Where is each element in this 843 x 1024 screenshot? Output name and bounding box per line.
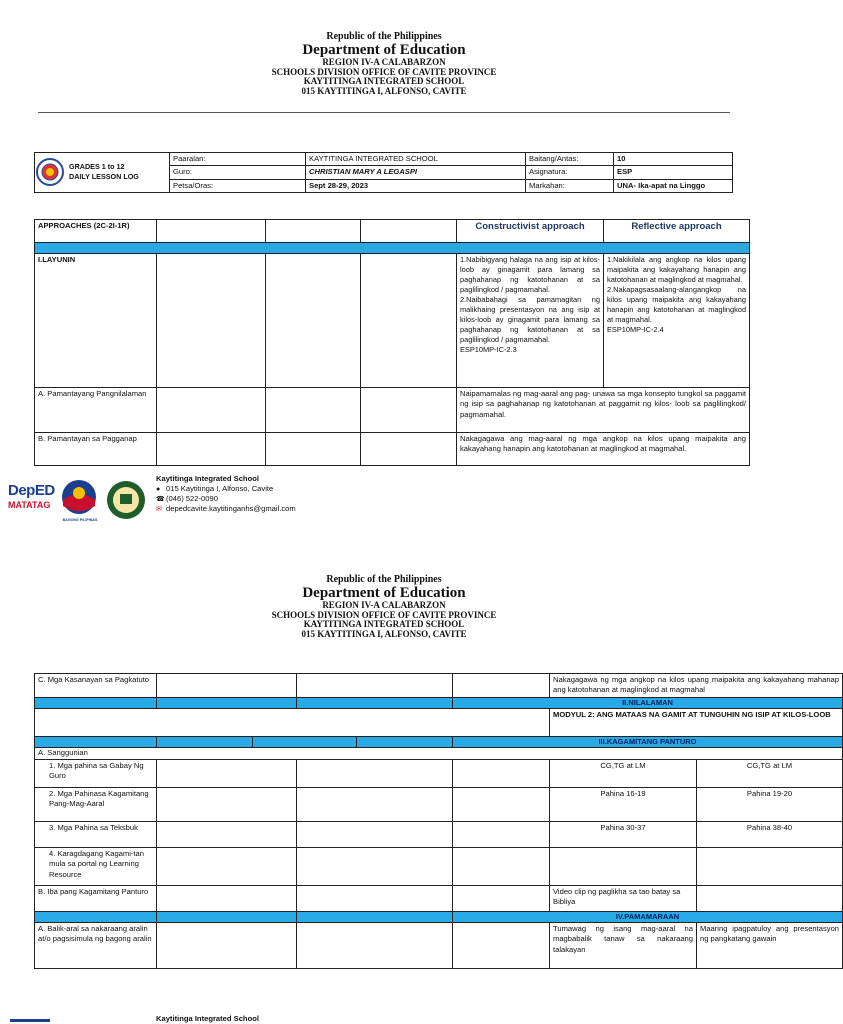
teksbuk-constructivist: Pahina 30-37	[550, 822, 697, 848]
republic-line-2: Republic of the Philippines	[326, 574, 442, 585]
nilalaman-band	[35, 697, 843, 708]
division-line-2: SCHOOLS DIVISION OFFICE OF CAVITE PROVINCE	[271, 609, 497, 620]
footer-phone: (046) 522-0090	[166, 493, 218, 503]
log-title-1: GRADES 1 to 12	[69, 162, 125, 172]
info-table	[34, 152, 733, 193]
baitang-label: Baitang/Antas:	[526, 153, 614, 166]
pamamaraan-header: IV.PAMAMARAAN	[453, 912, 843, 923]
kagamitang-mag-aaral-label: 2. Mga Pahinasa Kagamitang Pang-Mag-Aaral	[35, 788, 157, 822]
phone-icon: ☎	[156, 495, 165, 503]
location-icon: ●	[156, 485, 161, 493]
layunin-reflective: 1.Nakikilala ang angkop na kilos upang maipakita ang kakayahang hanapin ang katotohanan at maglingkod at magmahal. 2.Nakapagsasaalang-alangangkop na kilos upang maipakita ang kakayahang hanapin ang katotohanan at maglingkod at magmahal. ESP10MP-IC-2.4	[604, 254, 750, 388]
nilalaman-header: II.NILALAMAN	[453, 697, 843, 708]
pamantayang-text: Naipamamalas ng mag-aaral ang pag- unawa sa mga konsepto tungkol sa paggamit ng isip sa paghahanap ng katotohanan at paggamit ng kilos- loob sa paglilingkod/ pagmamahal.	[457, 388, 750, 433]
markahan-value: UNA- Ika-apat na Linggo	[614, 179, 733, 192]
pagganap-text: Nakagagawa ang mag-aaral ng mga angkop na kilos upang maipakita ang kakayahang hanapin ang katotohanan at maglingkod at magmahal.	[457, 433, 750, 466]
pamamaraan-band	[35, 912, 843, 923]
bagong-pilipinas-logo	[60, 478, 100, 522]
log-title-2: DAILY LESSON LOG	[69, 172, 139, 182]
school-line-2: KAYTITINGA INTEGRATED SCHOOL	[303, 619, 465, 630]
region-line: REGION IV-A CALABARZON	[322, 57, 446, 68]
teksbuk-label: 3. Mga Pahina sa Teksbuk	[35, 822, 157, 848]
header-divider	[38, 112, 730, 113]
gabay-label: 1. Mga pahina sa Gabay Ng Guro	[35, 760, 157, 788]
kasanayan-label: C. Mga Kasanayan sa Pagkatuto	[35, 674, 157, 698]
footer-page2	[8, 1012, 338, 1024]
deped-matatag-logo	[8, 482, 58, 524]
footer-school-name: Kaytitinga Integrated School	[156, 474, 259, 483]
balik-reflective: Maaring ipagpatuloy ang presentasyon ng pangkatang gawain	[697, 923, 843, 969]
address-line: 015 KAYTITINGA I, ALFONSO, CAVITE	[301, 85, 467, 96]
pamantayang-label: A. Pamantayang Pangnilalaman	[35, 388, 157, 433]
footer-address: 015 Kaytitinga I, Alfonso, Cavite	[166, 483, 274, 493]
baitang-value: 10	[614, 153, 733, 166]
approaches-label: APPROACHES (2C-2I-1R)	[35, 220, 157, 243]
department-line-2: Department of Education	[302, 584, 466, 601]
petsa-value: Sept 28-29, 2023	[306, 179, 526, 192]
guro-value: CHRISTIAN MARY A LEGASPI	[306, 166, 526, 179]
constructivist-heading: Constructivist approach	[457, 220, 604, 243]
markahan-label: Markahan:	[526, 179, 614, 192]
school-contact	[156, 474, 296, 514]
layunin-label: I.LAYUNIN	[35, 254, 157, 388]
gabay-reflective: CG,TG at LM	[697, 760, 843, 788]
mail-icon: ✉	[156, 506, 162, 514]
paaralan-value: KAYTITINGA INTEGRATED SCHOOL	[306, 153, 526, 166]
footer-page1	[8, 474, 338, 544]
teksbuk-reflective: Pahina 38-40	[697, 822, 843, 848]
bagong-pilipinas-text: BAGONG PILIPINAS	[62, 518, 98, 522]
division-line: SCHOOLS DIVISION OFFICE OF CAVITE PROVINCE	[271, 66, 497, 77]
footer-page2-logo-strip	[10, 1019, 50, 1022]
republic-line: Republic of the Philippines	[326, 31, 442, 42]
iba-label: B. Iba pang Kagamitang Panturo	[35, 886, 157, 912]
karagdagang-label: 4. Karagdagang Kagami-tan mula sa portal ng Learning Resource	[35, 848, 157, 886]
kagamitang-constructivist: Pahina 16-19	[550, 788, 697, 822]
page2-header	[0, 575, 768, 639]
deped-seal-cell	[35, 153, 170, 193]
petsa-label: Petsa/Oras:	[170, 179, 306, 192]
kasanayan-text: Nakagagawa ng mga angkop na kilos upang maipakita ang kakayahang mahanap ang katotohanan at maglingkod at magmahal	[550, 674, 843, 698]
lesson-table-page2	[34, 673, 843, 969]
deped-seal-icon	[35, 157, 65, 187]
kagamitang-header: III.KAGAMITANG PANTURO	[453, 736, 843, 747]
region-line-2: REGION IV-A CALABARZON	[322, 600, 446, 611]
gabay-constructivist: CG,TG at LM	[550, 760, 697, 788]
department-line: Department of Education	[302, 41, 466, 58]
asignatura-label: Asignatura:	[526, 166, 614, 179]
page1-header	[0, 32, 768, 96]
kagamitang-reflective: Pahina 19-20	[697, 788, 843, 822]
balik-label: A. Balik-aral sa nakaraang aralin at/o pagsisimula ng bagong aralin	[35, 923, 157, 969]
reflective-heading: Reflective approach	[604, 220, 750, 243]
school-line: KAYTITINGA INTEGRATED SCHOOL	[303, 76, 465, 87]
matatag-text: MATATAG	[8, 500, 51, 510]
deped-logo-text: DepED	[8, 482, 55, 499]
paaralan-label: Paaralan:	[170, 153, 306, 166]
school-seal-icon	[106, 480, 146, 520]
iba-text: Video clip ng paglikha sa tao batay sa Bibliya	[550, 886, 697, 912]
balik-constructivist: Tumawag ng isang mag-aaral na magbabalik tanaw sa nakaraang talakayan	[550, 923, 697, 969]
school-seal	[106, 480, 146, 522]
layunin-constructivist: 1.Nabibigyang halaga na ang isip at kilos-loob ay ginagamit para lamang sa paghahanap ng katotohanan at sa paglilingkod / pagmamahal. 2.Naibabahagi sa pamamagitan ng malikhaing presentasyon na ang isip at kilos-loob ay ginagamit para lamang sa paghahanap ng katotohanan at sa paglilingkod / pagmamahal. ESP10MP-IC-2.3	[457, 254, 604, 388]
address-line-2: 015 KAYTITINGA I, ALFONSO, CAVITE	[301, 628, 467, 639]
sanggunian-label: A. Sanggunian	[35, 747, 843, 759]
footer-page2-school-name: Kaytitinga Integrated School	[156, 1014, 259, 1023]
bagong-pilipinas-icon	[60, 478, 98, 516]
footer-page2-school	[156, 1014, 259, 1024]
kagamitang-band	[35, 736, 843, 747]
guro-label: Guro:	[170, 166, 306, 179]
modyul-text: MODYUL 2: ANG MATAAS NA GAMIT AT TUNGUHIN NG ISIP AT KILOS-LOOB	[550, 708, 843, 736]
lesson-table-page1	[34, 219, 750, 466]
blue-band	[35, 243, 750, 254]
pagganap-label: B. Pamantayan sa Pagganap	[35, 433, 157, 466]
asignatura-value: ESP	[614, 166, 733, 179]
footer-email: depedcavite.kaytitinganhs@gmail.com	[166, 504, 296, 514]
